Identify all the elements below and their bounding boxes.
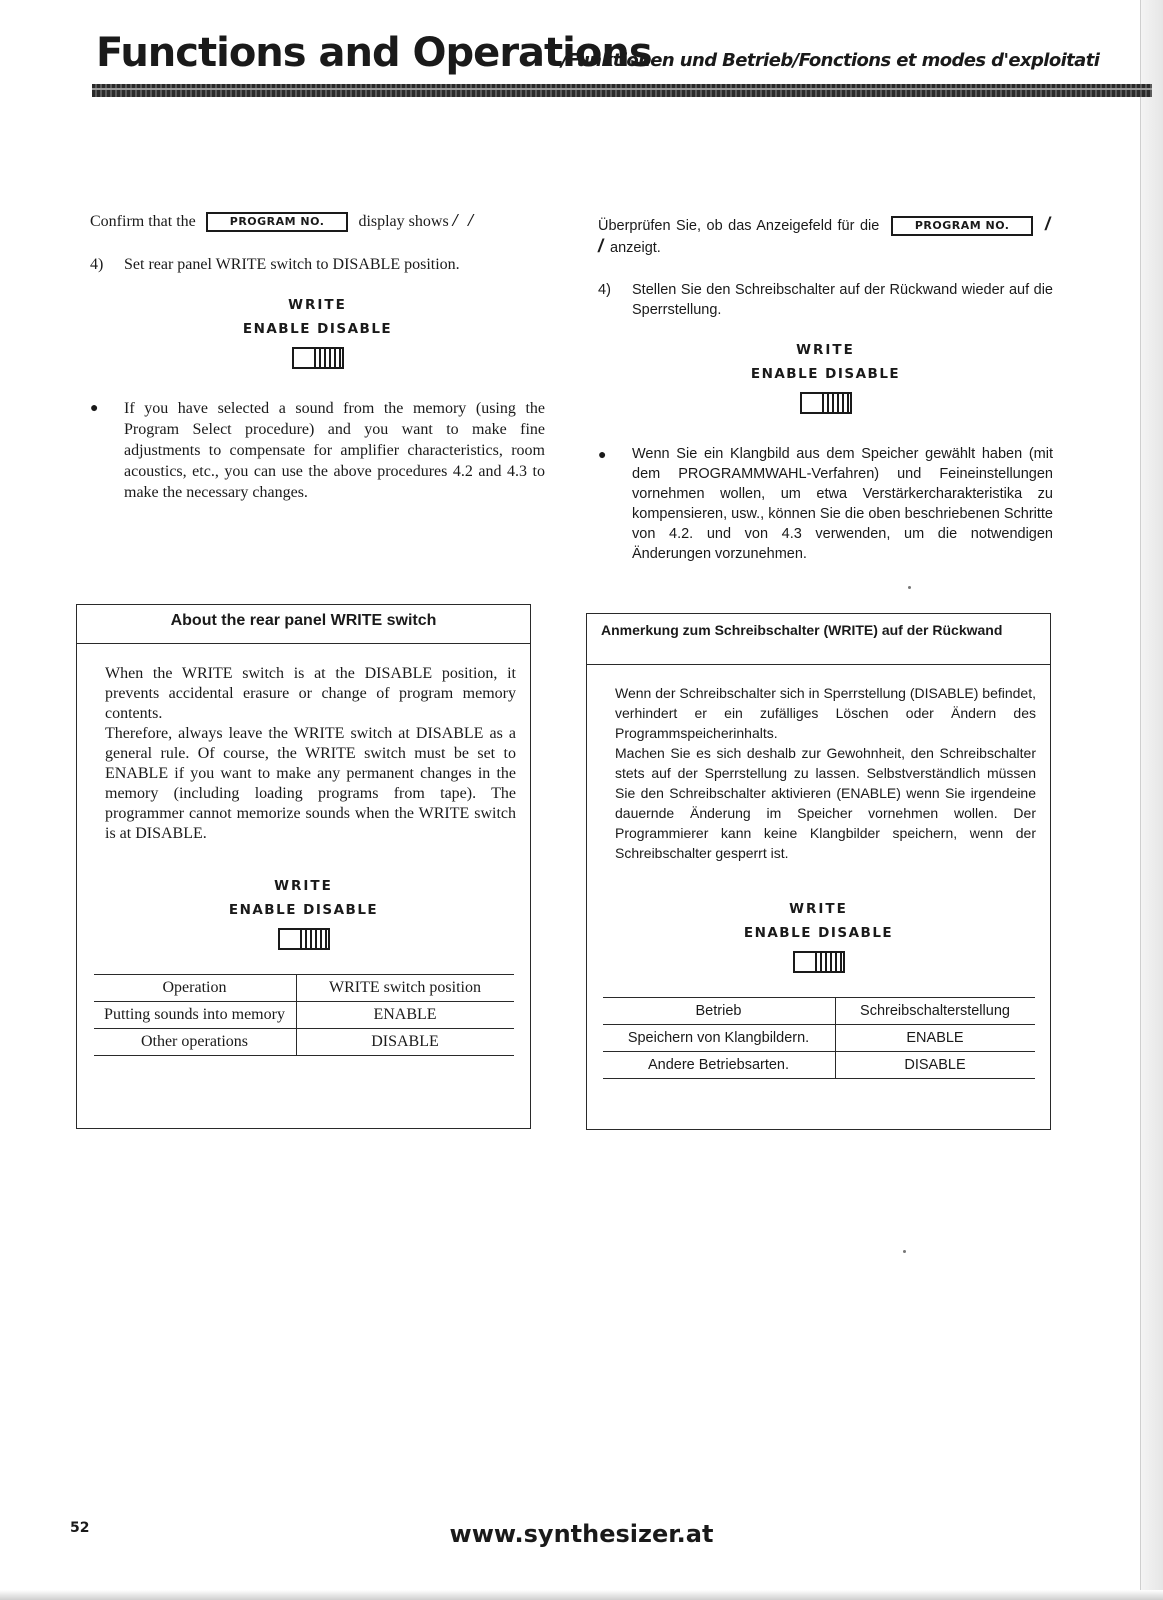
bullet-icon: ● xyxy=(598,446,607,463)
note-paragraph-1: When the WRITE switch is at the DISABLE position, it prevents accidental erasure or change of program memory contents. xyxy=(105,665,516,722)
note-heading: Anmerkung zum Schreibschalter (WRITE) auf der Rückwand xyxy=(587,614,1050,665)
switch-title: WRITE xyxy=(796,342,855,359)
german-note-box xyxy=(586,613,1051,1130)
program-no-display-box: PROGRAM NO. xyxy=(891,216,1034,236)
confirm-text-after: anzeigt. xyxy=(610,240,661,257)
table-cell: Other operations xyxy=(94,1029,297,1056)
confirm-paragraph xyxy=(598,214,1053,258)
table-row xyxy=(603,1025,1035,1052)
slide-switch-icon xyxy=(800,392,852,414)
english-column xyxy=(90,210,545,503)
display-slashes: / / xyxy=(452,210,477,230)
note-switch-diagram xyxy=(587,897,1050,977)
table-cell: Speichern von Klangbildern. xyxy=(603,1025,836,1052)
step-text: Stellen Sie den Schreibschalter auf der Rückwand wieder auf die Sperrstellung. xyxy=(632,282,1053,319)
note-paragraph-2: Therefore, always leave the WRITE switch at DISABLE as a general rule. Of course, the WRITE switch must be set to ENABLE if you want to make any permanent changes in the memory (including loading programs from tape). The programmer cannot memorize sounds when the WRITE switch is at DISABLE. xyxy=(105,725,516,842)
table-header-cell: Betrieb xyxy=(603,998,836,1025)
switch-title: WRITE xyxy=(274,878,333,894)
note-paragraph-2: Machen Sie es sich deshalb zur Gewohnheit, den Schreibschalter stets auf der Sperrstellung zu lassen. Selbstverständlich müssen Sie den Schreibschalter aktivieren (ENABLE) wenn Sie irgendeine dauernde Änderung im Speicher vornehmen wollen. Der Programmierer kann keine Klangbilder speichern, wenn der Schreibschalter gesperrt ist. xyxy=(615,745,1036,861)
confirm-text-after: display shows xyxy=(358,213,449,230)
bullet-item xyxy=(90,398,545,503)
bullet-text: Wenn Sie ein Klangbild aus dem Speicher gewählt haben (mit dem PROGRAMMWAHL-Verfahren) und Feineinstellungen vornehmen wollen, um etwa Verstärkercharakteristika zu kompensieren, usw., können Sie die oben beschriebenen Schritte von 4.2. und von 4.3 verwenden, um die notwendigen Änderungen vorzunehmen. xyxy=(632,446,1053,563)
slide-switch-icon xyxy=(292,347,344,369)
bullet-icon: ● xyxy=(90,401,99,417)
table-cell: Putting sounds into memory xyxy=(94,1002,297,1029)
confirm-paragraph xyxy=(90,210,545,232)
table-header-cell: Schreibschalterstellung xyxy=(835,998,1035,1025)
bullet-item xyxy=(598,444,1053,564)
scan-speck xyxy=(908,586,911,589)
program-no-display-box: PROGRAM NO. xyxy=(206,212,349,232)
page-subtitle: /Funktionen und Betrieb/Fonctions et modes d'exploitati xyxy=(561,50,1100,71)
table-cell: ENABLE xyxy=(296,1002,514,1029)
note-body xyxy=(587,665,1050,863)
step-4 xyxy=(598,280,1053,320)
confirm-text-before: Überprüfen Sie, ob das Anzeigefeld für die xyxy=(598,218,880,234)
switch-title: WRITE xyxy=(789,901,848,917)
page-edge-shadow xyxy=(1140,0,1163,1600)
table-row xyxy=(94,1029,514,1056)
table-header-cell: Operation xyxy=(94,975,297,1002)
switch-labels: ENABLE DISABLE xyxy=(743,925,894,941)
table-header-row xyxy=(94,975,514,1002)
table-header-row xyxy=(603,998,1035,1025)
english-note-box xyxy=(76,604,531,1129)
page-number: 52 xyxy=(70,1520,90,1536)
write-switch-diagram xyxy=(598,338,1053,420)
step-number: 4) xyxy=(90,256,104,274)
note-heading: About the rear panel WRITE switch xyxy=(77,605,530,644)
page-bottom-shadow xyxy=(0,1590,1163,1600)
header-rule xyxy=(92,84,1152,97)
display-slashes: / / xyxy=(598,214,1054,257)
confirm-text-before: Confirm that the xyxy=(90,213,196,230)
table-cell: Andere Betriebsarten. xyxy=(603,1052,836,1079)
note-paragraph-1: Wenn der Schreibschalter sich in Sperrstellung (DISABLE) befindet, verhindert er ein zufälliges Löschen oder Ändern des Programmspeicherinhalts. xyxy=(615,685,1036,741)
table-cell: ENABLE xyxy=(835,1025,1035,1052)
step-number: 4) xyxy=(598,282,611,299)
step-text: Set rear panel WRITE switch to DISABLE position. xyxy=(124,256,460,274)
switch-title: WRITE xyxy=(288,297,347,314)
operation-table xyxy=(94,974,514,1056)
write-switch-diagram xyxy=(90,293,545,374)
table-cell: DISABLE xyxy=(835,1052,1035,1079)
step-4 xyxy=(90,254,545,275)
switch-labels: ENABLE DISABLE xyxy=(750,366,901,383)
german-column xyxy=(598,214,1053,564)
page-title: Functions and Operations xyxy=(96,30,652,76)
operation-table xyxy=(603,997,1035,1079)
table-header-cell: WRITE switch position xyxy=(296,975,514,1002)
switch-labels: ENABLE DISABLE xyxy=(242,321,393,338)
bullet-text: If you have selected a sound from the memory (using the Program Select procedure) and you want to make fine adjustments to compensate for amplifier characteristics, room acoustics, etc., you can use the above procedures 4.2 and 4.3 to make the necessary changes. xyxy=(124,400,545,502)
table-row xyxy=(94,1002,514,1029)
slide-switch-icon xyxy=(793,951,845,973)
table-row xyxy=(603,1052,1035,1079)
scan-speck xyxy=(903,1250,906,1253)
note-body xyxy=(77,644,530,844)
table-cell: DISABLE xyxy=(296,1029,514,1056)
slide-switch-icon xyxy=(278,928,330,950)
switch-labels: ENABLE DISABLE xyxy=(228,902,379,918)
footer-url: www.synthesizer.at xyxy=(449,1520,714,1548)
note-switch-diagram xyxy=(77,874,530,954)
